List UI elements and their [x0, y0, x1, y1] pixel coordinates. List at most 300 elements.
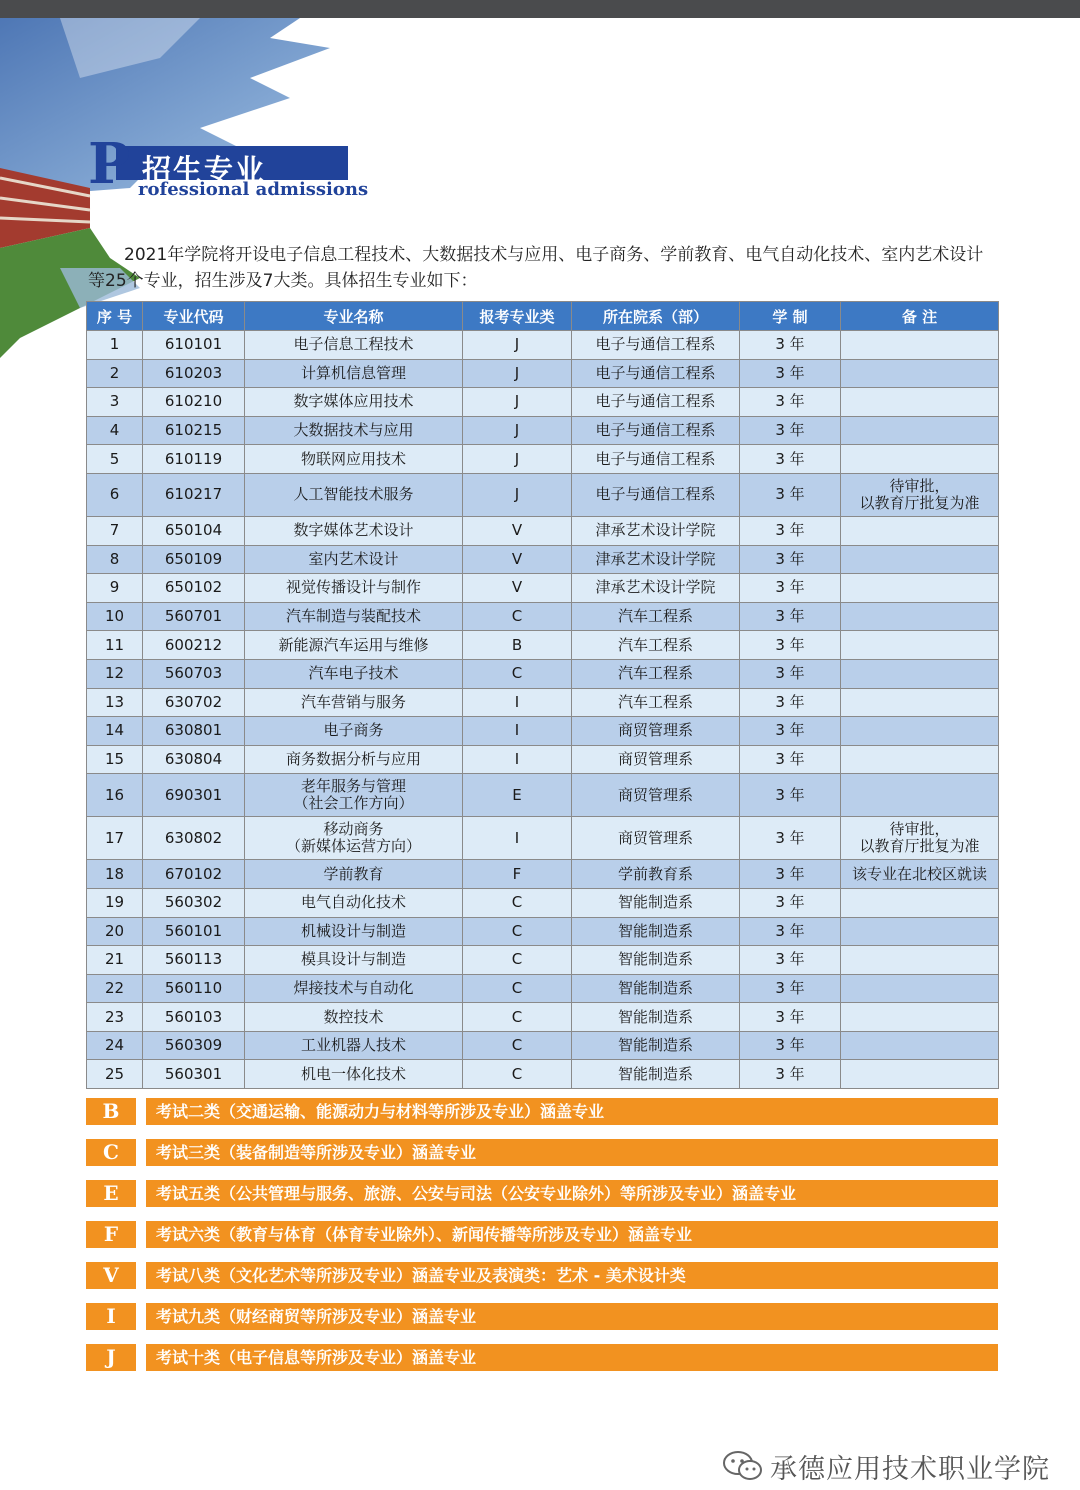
table-row — [87, 631, 999, 660]
cell-name — [245, 545, 463, 574]
cell-note — [841, 388, 999, 417]
cell-dept — [572, 860, 740, 889]
cell-note — [841, 1003, 999, 1032]
cell-note — [841, 445, 999, 474]
cell-category — [463, 602, 572, 631]
cell-years-text: 3 年 — [775, 449, 805, 468]
cell-dept — [572, 946, 740, 975]
cell-note — [841, 688, 999, 717]
cell-no-text: 6 — [109, 485, 120, 504]
legend-item — [86, 1139, 998, 1166]
cell-name — [245, 445, 463, 474]
majors-table-body — [87, 331, 999, 1089]
cell-name-text-line2: （社会工作方向） — [293, 794, 414, 813]
legend-item — [86, 1180, 998, 1207]
cell-code-text: 560309 — [164, 1036, 223, 1055]
cell-no — [87, 359, 143, 388]
cell-no — [87, 1060, 143, 1089]
cell-years — [740, 888, 841, 917]
cell-name — [245, 974, 463, 1003]
cell-dept — [572, 1031, 740, 1060]
cell-category — [463, 688, 572, 717]
cell-name-text: 机电一体化技术 — [300, 1064, 406, 1083]
cell-category — [463, 717, 572, 746]
table-row — [87, 688, 999, 717]
footer-school-name: 承德应用技术职业学院 — [770, 1453, 1050, 1485]
cell-years — [740, 445, 841, 474]
cell-name — [245, 888, 463, 917]
cell-no — [87, 917, 143, 946]
cell-category-text: V — [511, 521, 523, 540]
cell-years-text: 3 年 — [775, 485, 805, 504]
cell-note-text: 待审批， — [889, 476, 950, 495]
table-row — [87, 659, 999, 688]
cell-category — [463, 974, 572, 1003]
cell-name-text: 汽车电子技术 — [308, 664, 399, 683]
cell-note — [841, 817, 999, 860]
cell-years — [740, 388, 841, 417]
cell-name — [245, 659, 463, 688]
cell-note-text: 该专业在北校区就读 — [851, 864, 987, 883]
legend-item — [86, 1303, 998, 1330]
legend-key: B — [86, 1098, 136, 1125]
cell-dept — [572, 688, 740, 717]
cell-dept-text: 电子与通信工程系 — [595, 421, 716, 440]
cell-years — [740, 574, 841, 603]
cell-code-text: 560110 — [164, 978, 223, 997]
cell-years — [740, 631, 841, 660]
cell-dept-text: 商贸管理系 — [617, 750, 693, 769]
cell-category-text: I — [514, 828, 520, 847]
cell-years-text: 3 年 — [775, 392, 805, 411]
cell-name-text: 视觉传播设计与制作 — [285, 578, 421, 597]
cell-note — [841, 717, 999, 746]
category-legend — [86, 1098, 998, 1385]
cell-no — [87, 745, 143, 774]
cell-code — [143, 574, 245, 603]
cell-dept-text: 商贸管理系 — [617, 785, 693, 804]
cell-category — [463, 1031, 572, 1060]
cell-years-text: 3 年 — [775, 950, 805, 969]
cell-name — [245, 631, 463, 660]
cell-no — [87, 602, 143, 631]
legend-text: 考试二类（交通运输、能源动力与材料等所涉及专业）涵盖专业 — [146, 1098, 998, 1125]
cell-no-text: 10 — [104, 607, 125, 626]
cell-name-text: 工业机器人技术 — [300, 1036, 406, 1055]
cell-no-text: 25 — [104, 1064, 125, 1083]
cell-no — [87, 545, 143, 574]
cell-no — [87, 388, 143, 417]
cell-name — [245, 359, 463, 388]
cell-no — [87, 1003, 143, 1032]
cell-code-text: 560113 — [164, 950, 223, 969]
cell-code-text: 610101 — [164, 335, 223, 354]
cell-note — [841, 974, 999, 1003]
legend-key: C — [86, 1139, 136, 1166]
table-row — [87, 888, 999, 917]
cell-years-text: 3 年 — [775, 864, 805, 883]
cell-years — [740, 717, 841, 746]
cell-name — [245, 745, 463, 774]
cell-years — [740, 860, 841, 889]
cell-name-text: 室内艺术设计 — [308, 549, 399, 568]
cell-no — [87, 445, 143, 474]
table-row — [87, 473, 999, 516]
cell-category-text: V — [511, 578, 523, 597]
cell-note — [841, 545, 999, 574]
cell-dept-text: 商贸管理系 — [617, 721, 693, 740]
legend-item — [86, 1262, 998, 1289]
cell-name — [245, 817, 463, 860]
cell-category — [463, 359, 572, 388]
cell-years-text: 3 年 — [775, 692, 805, 711]
table-row — [87, 817, 999, 860]
cell-note — [841, 659, 999, 688]
cell-dept-text: 电子与通信工程系 — [595, 363, 716, 382]
cell-category — [463, 1060, 572, 1089]
legend-key: V — [86, 1262, 136, 1289]
cell-dept-text: 智能制造系 — [617, 950, 693, 969]
cell-name-text: 老年服务与管理 — [300, 777, 406, 796]
cell-category — [463, 445, 572, 474]
cell-code — [143, 717, 245, 746]
cell-years — [740, 745, 841, 774]
cell-name — [245, 516, 463, 545]
cell-category-text: J — [514, 421, 520, 440]
cell-years — [740, 946, 841, 975]
cell-code — [143, 917, 245, 946]
cell-years-text: 3 年 — [775, 828, 805, 847]
cell-years — [740, 974, 841, 1003]
cell-dept-text: 智能制造系 — [617, 1064, 693, 1083]
cell-no-text: 4 — [109, 421, 120, 440]
cell-no — [87, 946, 143, 975]
cell-code-text: 610217 — [164, 485, 223, 504]
cell-dept — [572, 359, 740, 388]
cell-years — [740, 516, 841, 545]
cell-dept-text: 智能制造系 — [617, 1036, 693, 1055]
cell-code — [143, 631, 245, 660]
cell-name — [245, 574, 463, 603]
cell-no-text: 15 — [104, 750, 125, 769]
cell-category-text: J — [514, 449, 520, 468]
cell-name-text: 焊接技术与自动化 — [293, 978, 414, 997]
cell-code-text: 610215 — [164, 421, 223, 440]
cell-code — [143, 1031, 245, 1060]
cell-years — [740, 659, 841, 688]
cell-dept-text: 汽车工程系 — [617, 635, 693, 654]
cell-category — [463, 946, 572, 975]
cell-no-text: 17 — [104, 828, 125, 847]
table-row — [87, 745, 999, 774]
cell-code — [143, 817, 245, 860]
cell-code — [143, 359, 245, 388]
cell-years-text: 3 年 — [775, 607, 805, 626]
table-row — [87, 359, 999, 388]
cell-name-text: 电子信息工程技术 — [293, 335, 414, 354]
cell-code — [143, 473, 245, 516]
cell-no — [87, 688, 143, 717]
cell-code — [143, 860, 245, 889]
header-code: 专业代码 — [143, 302, 245, 331]
cell-category — [463, 416, 572, 445]
cell-no-text: 18 — [104, 864, 125, 883]
cell-years-text: 3 年 — [775, 363, 805, 382]
cell-years — [740, 817, 841, 860]
cell-years — [740, 688, 841, 717]
cell-years-text: 3 年 — [775, 578, 805, 597]
table-row — [87, 717, 999, 746]
cell-dept — [572, 516, 740, 545]
cell-name-text: 学前教育 — [323, 864, 384, 883]
legend-item — [86, 1221, 998, 1248]
cell-years — [740, 359, 841, 388]
cell-years-text: 3 年 — [775, 421, 805, 440]
cell-code — [143, 688, 245, 717]
cell-code-text: 560103 — [164, 1007, 223, 1026]
cell-years-text: 3 年 — [775, 978, 805, 997]
cell-dept — [572, 888, 740, 917]
cell-code-text: 610119 — [164, 449, 223, 468]
cell-note — [841, 331, 999, 360]
cell-dept — [572, 388, 740, 417]
cell-dept-text: 智能制造系 — [617, 921, 693, 940]
cell-no-text: 13 — [104, 692, 125, 711]
cell-name — [245, 1060, 463, 1089]
cell-no-text: 2 — [109, 363, 120, 382]
table-row — [87, 602, 999, 631]
cell-no — [87, 774, 143, 817]
cell-code-text: 670102 — [164, 864, 223, 883]
cell-years-text: 3 年 — [775, 635, 805, 654]
cell-category — [463, 745, 572, 774]
table-row — [87, 860, 999, 889]
table-row — [87, 545, 999, 574]
cell-note — [841, 946, 999, 975]
cell-dept — [572, 1003, 740, 1032]
cell-no-text: 19 — [104, 893, 125, 912]
cell-no-text: 8 — [109, 549, 120, 568]
cell-category-text: B — [511, 635, 523, 654]
cell-dept — [572, 774, 740, 817]
header-years: 学 制 — [740, 302, 841, 331]
cell-dept — [572, 659, 740, 688]
cell-category-text: E — [512, 785, 522, 804]
cell-category — [463, 388, 572, 417]
cell-name-text: 电气自动化技术 — [300, 893, 406, 912]
cell-dept — [572, 1060, 740, 1089]
table-row — [87, 416, 999, 445]
cell-dept-text: 商贸管理系 — [617, 828, 693, 847]
cell-no-text: 11 — [104, 635, 125, 654]
cell-note — [841, 745, 999, 774]
cell-note — [841, 473, 999, 516]
cell-category — [463, 574, 572, 603]
cell-name — [245, 688, 463, 717]
cell-code — [143, 1003, 245, 1032]
cell-code — [143, 659, 245, 688]
cell-dept-text: 津承艺术设计学院 — [595, 549, 716, 568]
cell-name — [245, 717, 463, 746]
cell-dept — [572, 631, 740, 660]
cell-code — [143, 888, 245, 917]
cell-category-text: J — [514, 392, 520, 411]
cell-category — [463, 860, 572, 889]
cell-years — [740, 545, 841, 574]
section-heading — [88, 131, 369, 200]
cell-code — [143, 545, 245, 574]
cell-code — [143, 946, 245, 975]
cell-category-text: J — [514, 485, 520, 504]
cell-no-text: 12 — [104, 664, 125, 683]
heading-title-en: rofessional admissions — [138, 179, 369, 200]
cell-dept — [572, 917, 740, 946]
cell-code-text: 650104 — [164, 521, 223, 540]
cell-no — [87, 974, 143, 1003]
cell-years-text: 3 年 — [775, 1064, 805, 1083]
cell-name-text: 电子商务 — [323, 721, 384, 740]
cell-name-text: 移动商务 — [323, 820, 384, 839]
cell-years — [740, 473, 841, 516]
cell-code-text: 560302 — [164, 893, 223, 912]
cell-note-text-line2: 以教育厅批复为准 — [859, 837, 980, 856]
cell-category — [463, 516, 572, 545]
cell-no — [87, 860, 143, 889]
table-row — [87, 946, 999, 975]
cell-no — [87, 516, 143, 545]
cell-code-text: 630801 — [164, 721, 223, 740]
cell-dept-text: 电子与通信工程系 — [595, 449, 716, 468]
cell-dept — [572, 602, 740, 631]
cell-years-text: 3 年 — [775, 785, 805, 804]
cell-no — [87, 331, 143, 360]
cell-code — [143, 416, 245, 445]
cell-code — [143, 516, 245, 545]
cell-name-text: 商务数据分析与应用 — [285, 750, 421, 769]
cell-note — [841, 774, 999, 817]
cell-category-text: C — [511, 950, 523, 969]
legend-text: 考试九类（财经商贸等所涉及专业）涵盖专业 — [146, 1303, 998, 1330]
cell-years-text: 3 年 — [775, 549, 805, 568]
table-row — [87, 774, 999, 817]
cell-years-text: 3 年 — [775, 1036, 805, 1055]
cell-no — [87, 659, 143, 688]
cell-name-text: 数字媒体应用技术 — [293, 392, 414, 411]
cell-no-text: 23 — [104, 1007, 125, 1026]
cell-category-text: C — [511, 893, 523, 912]
cell-dept-text: 智能制造系 — [617, 893, 693, 912]
cell-category — [463, 888, 572, 917]
cell-years-text: 3 年 — [775, 750, 805, 769]
cell-code-text: 610203 — [164, 363, 223, 382]
table-row — [87, 445, 999, 474]
cell-category — [463, 331, 572, 360]
cell-code-text: 560301 — [164, 1064, 223, 1083]
cell-name-text: 人工智能技术服务 — [293, 485, 414, 504]
cell-category-text: I — [514, 692, 520, 711]
cell-note — [841, 888, 999, 917]
cell-category — [463, 545, 572, 574]
cell-dept — [572, 416, 740, 445]
table-row — [87, 1003, 999, 1032]
cell-years — [740, 1003, 841, 1032]
cell-years — [740, 602, 841, 631]
cell-dept — [572, 717, 740, 746]
cell-code — [143, 445, 245, 474]
cell-note-text: 待审批， — [889, 820, 950, 839]
cell-note — [841, 359, 999, 388]
cell-years-text: 3 年 — [775, 921, 805, 940]
cell-name — [245, 917, 463, 946]
cell-code — [143, 974, 245, 1003]
cell-note — [841, 1031, 999, 1060]
cell-code — [143, 602, 245, 631]
cell-note — [841, 602, 999, 631]
cell-dept-text: 津承艺术设计学院 — [595, 578, 716, 597]
cell-no — [87, 416, 143, 445]
cell-years — [740, 331, 841, 360]
cell-code-text: 560703 — [164, 664, 223, 683]
cell-years — [740, 1060, 841, 1089]
cell-dept — [572, 473, 740, 516]
cell-code-text: 650102 — [164, 578, 223, 597]
cell-name-text: 汽车制造与装配技术 — [285, 607, 421, 626]
cell-category-text: I — [514, 721, 520, 740]
cell-dept — [572, 445, 740, 474]
cell-no — [87, 888, 143, 917]
cell-no-text: 3 — [109, 392, 120, 411]
legend-key: F — [86, 1221, 136, 1248]
cell-name — [245, 388, 463, 417]
cell-note — [841, 574, 999, 603]
table-row — [87, 1060, 999, 1089]
cell-dept-text: 学前教育系 — [617, 864, 693, 883]
legend-text: 考试八类（文化艺术等所涉及专业）涵盖专业及表演类：艺术 - 美术设计类 — [146, 1262, 998, 1289]
cell-years — [740, 416, 841, 445]
cell-name — [245, 1003, 463, 1032]
cell-category — [463, 1003, 572, 1032]
legend-key: I — [86, 1303, 136, 1330]
cell-code-text: 690301 — [164, 785, 223, 804]
cell-category-text: C — [511, 1007, 523, 1026]
cell-name — [245, 416, 463, 445]
cell-dept — [572, 545, 740, 574]
cell-name-text: 物联网应用技术 — [300, 449, 406, 468]
cell-category-text: J — [514, 335, 520, 354]
cell-years-text: 3 年 — [775, 521, 805, 540]
cell-code-text: 630804 — [164, 750, 223, 769]
cell-years-text: 3 年 — [775, 1007, 805, 1026]
cell-category — [463, 917, 572, 946]
cell-code-text: 610210 — [164, 392, 223, 411]
cell-no-text: 21 — [104, 950, 125, 969]
cell-no — [87, 717, 143, 746]
cell-no-text: 5 — [109, 449, 120, 468]
table-row — [87, 974, 999, 1003]
cell-no-text: 24 — [104, 1036, 125, 1055]
cell-note — [841, 917, 999, 946]
cell-years — [740, 1031, 841, 1060]
cell-name — [245, 1031, 463, 1060]
cell-note-text-line2: 以教育厅批复为准 — [859, 493, 980, 512]
wechat-icon — [722, 1450, 764, 1482]
legend-text: 考试五类（公共管理与服务、旅游、公安与司法（公安专业除外）等所涉及专业）涵盖专业 — [146, 1180, 998, 1207]
header-note: 备 注 — [841, 302, 999, 331]
cell-dept-text: 电子与通信工程系 — [595, 485, 716, 504]
majors-table — [86, 301, 999, 1089]
legend-text: 考试三类（装备制造等所涉及专业）涵盖专业 — [146, 1139, 998, 1166]
heading-letter: P — [88, 131, 131, 197]
